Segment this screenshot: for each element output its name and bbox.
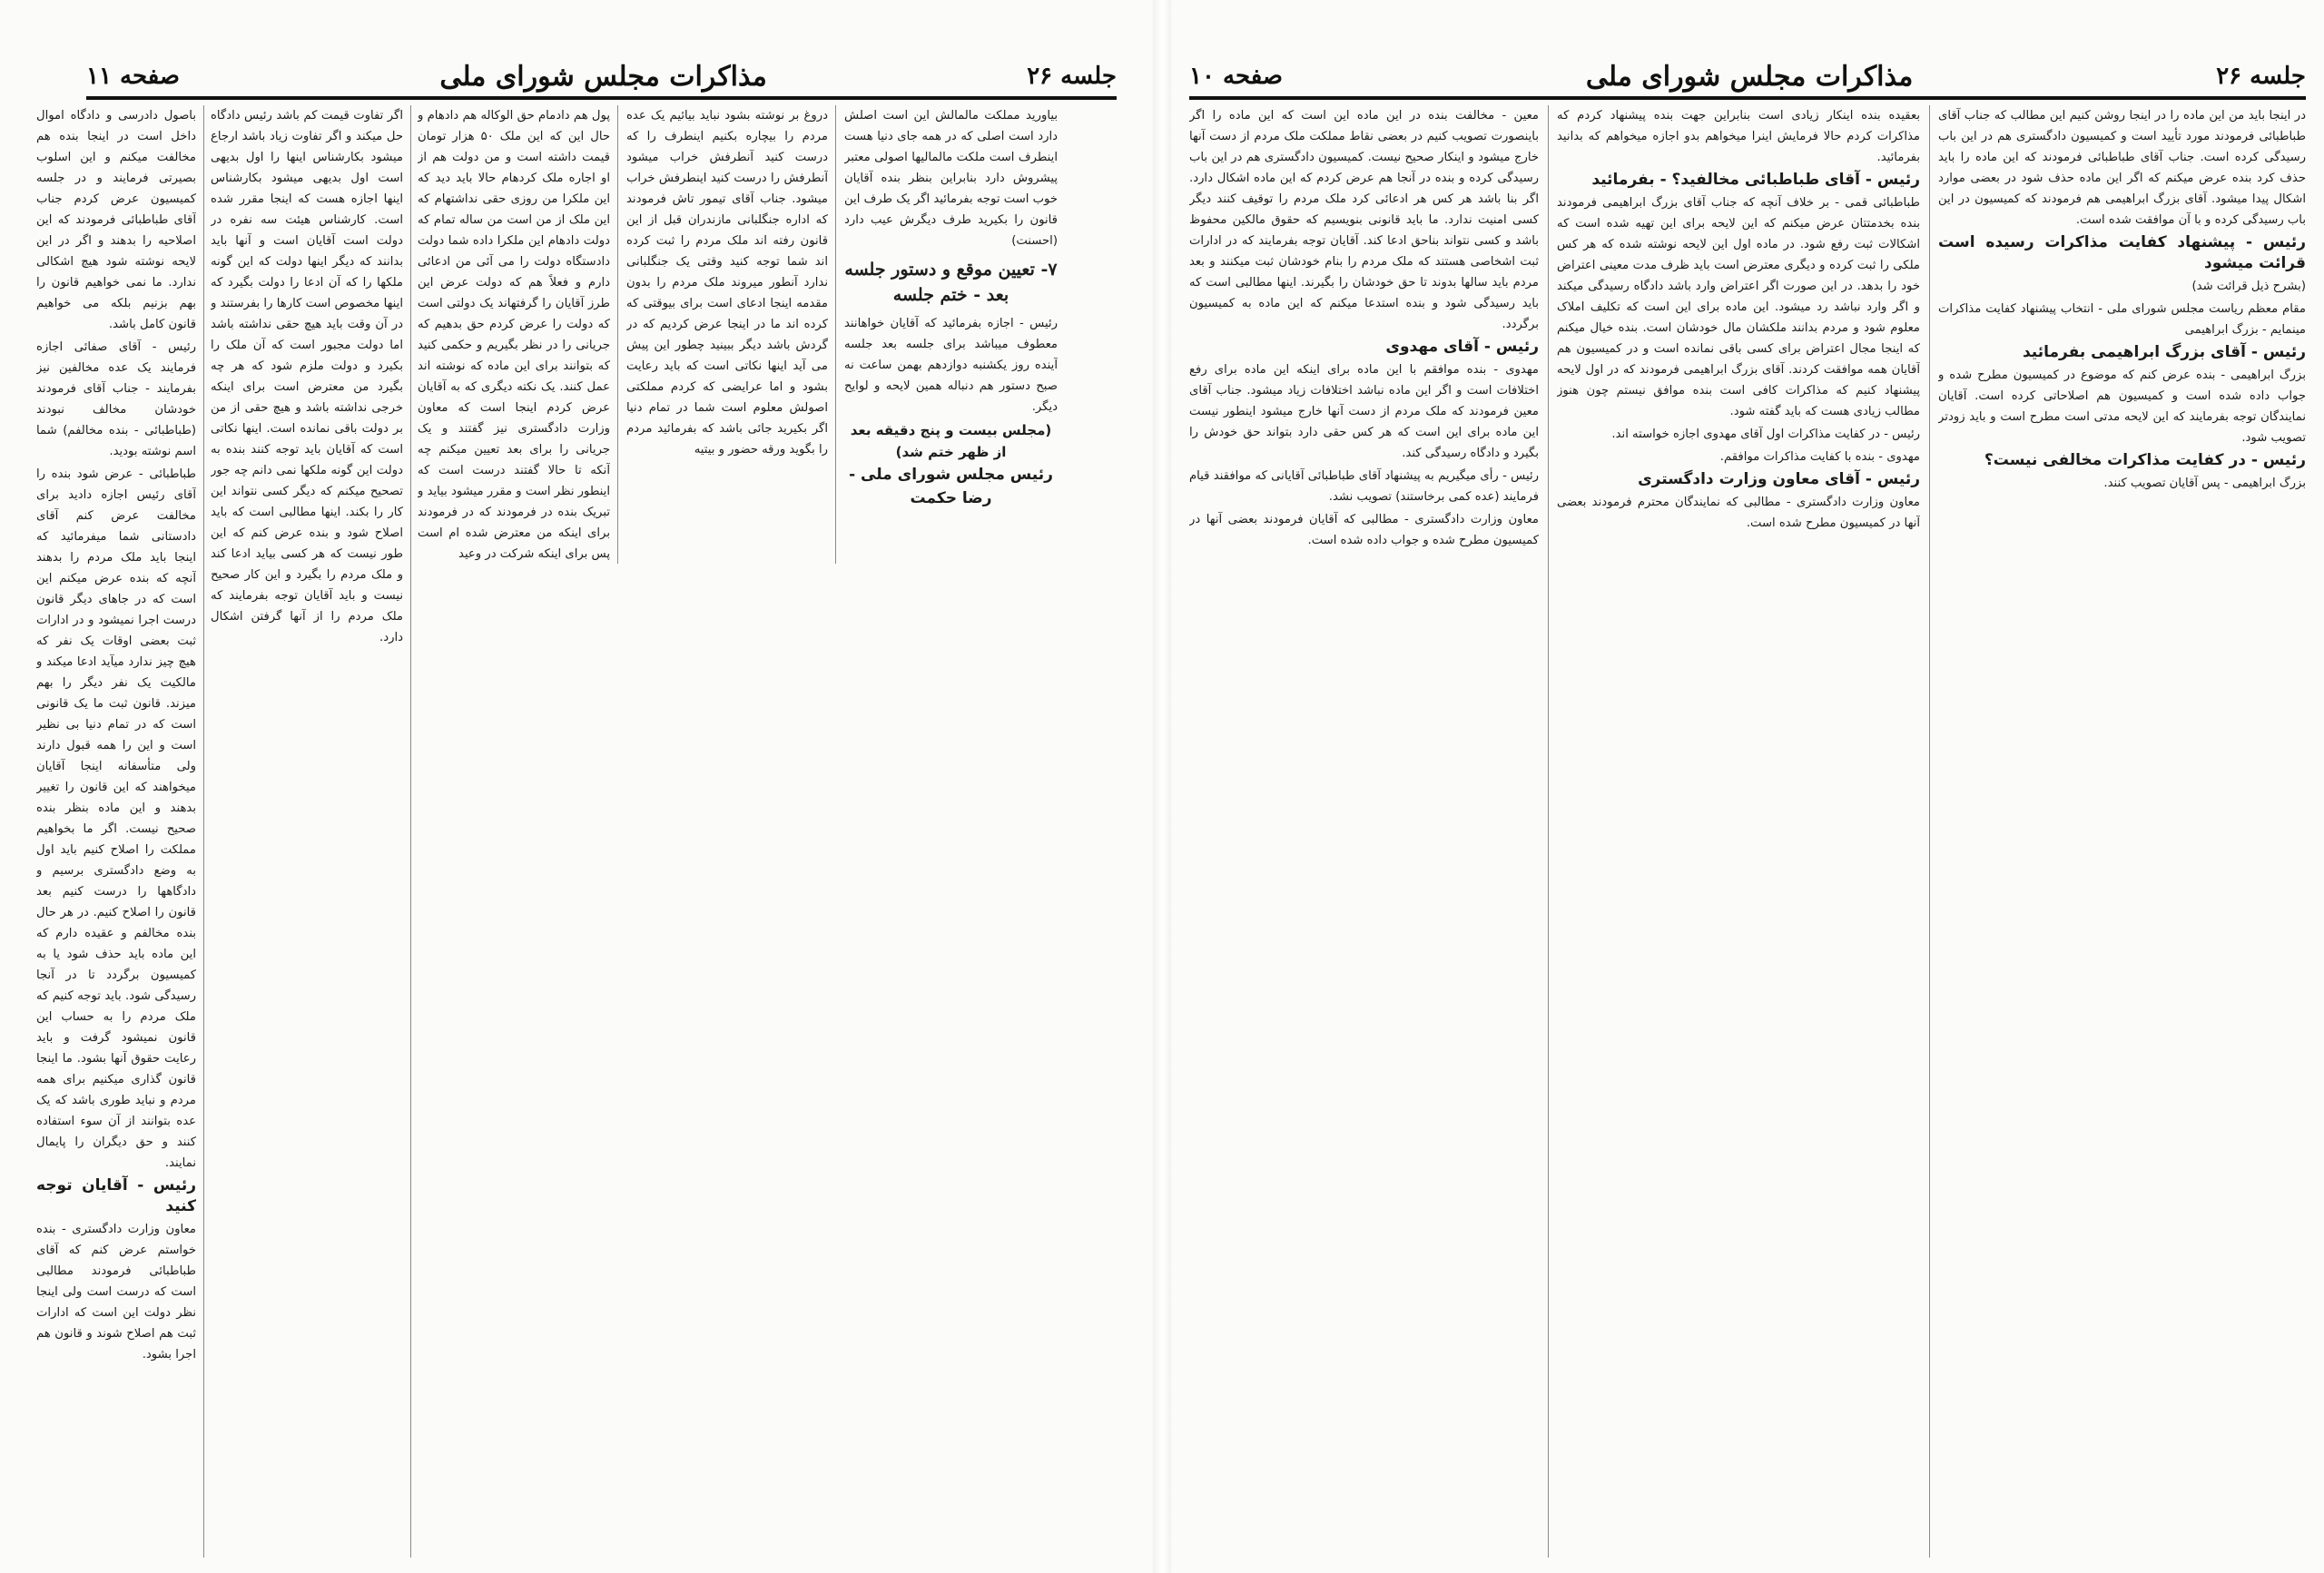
paragraph: رئیس - آقای صفائی اجازه فرمایند یک عده مخالفین نیز بفرمایند - جناب آقای فرمودند خودشان مخالف نبودند (طباطبائی - بنده مخالفم) شما اسم نوشته بودید. bbox=[36, 340, 196, 458]
right-page bbox=[1171, 0, 2324, 1573]
right-page-title: مذاکرات مجلس شورای ملی bbox=[1585, 60, 1914, 93]
right-page-session: جلسه ۲۶ bbox=[2216, 63, 2306, 90]
right-column-2 bbox=[1557, 105, 1920, 1558]
left-page-session: جلسه ۲۶ bbox=[1027, 63, 1117, 90]
paragraph: رئیس - در کفایت مذاکرات اول آقای مهدوی اجازه خواسته اند. bbox=[1611, 428, 1920, 441]
signature: رئیس مجلس شورای ملی - رضا حکمت bbox=[849, 466, 1053, 507]
paragraph: رئیس - آقای طباطبائی مخالفید؟ - بفرمائید bbox=[1591, 171, 1920, 189]
left-column-2 bbox=[626, 105, 828, 564]
column-divider bbox=[835, 105, 836, 564]
left-header-rule bbox=[86, 96, 1117, 100]
paragraph: بزرگ ابراهیمی - پس آقایان تصویب کنند. bbox=[2103, 477, 2306, 490]
right-header-rule bbox=[1189, 96, 2306, 100]
paragraph: طباطبائی - عرض شود بنده را آقای رئیس اجازه دادید برای مخالفت عرض کنم آقای دادستانی شما میفرمائید که اینجا باید ملک مردم را بدهند آنچه که بنده عرض میکنم این است که در جاهای دیگر قانون درست اجرا نمیشود و در ادارات ثبت بعضی اوقات یک نفر که هیچ چیز ندارد میآید ادعا میکند و مالکیت یک نفر دیگر را بهم میزند. قانون ثبت ما یک قانونی است که در تمام دنیا بی نظیر است و این را همه قبول دارند ولی متأسفانه اینجا آقایان میخواهند که این قانون را تغییر بدهند و این ماده بنظر بنده صحیح نیست. اگر ما بخواهیم مملکت را اصلاح کنیم باید اول به وضع دادگستری برسیم و دادگاهها را درست کنیم بعد قانون را اصلاح کنیم. در هر حال بنده مخالفم و عقیده دارم که این ماده باید حذف شود یا به کمیسیون برگردد تا در آنجا رسیدگی شود. باید توجه کنیم که ملک مردم را به حساب این قانون نمیشود گرفت و باید رعایت حقوق آنها بشود. ما اینجا قانون گذاری میکنیم برای همه مردم و نباید طوری باشد که یک عده بتوانند از آن سوء استفاده کنند و حق دیگران را پایمال نمایند. bbox=[36, 467, 196, 1170]
left-page-title: مذاکرات مجلس شورای ملی bbox=[439, 60, 767, 93]
paragraph: رئیس - آقای مهدوی bbox=[1385, 338, 1539, 356]
page-gutter bbox=[1153, 0, 1171, 1573]
paragraph: طباطبائی قمی - بر خلاف آنچه که جناب آقای بزرگ ابراهیمی فرمودند بنده بخدمتتان عرض میکنم که این لایحه برای این تهیه شده است که اشکالات ثبت رفع شود. در ماده اول این لایحه نوشته شده که هر کس ملکی را ثبت کرده و دیگری معترض است باید ظرف مدت معینی اعتراض خود را بدهد. در این صورت اگر اعتراض وارد باشد دادگاه رسیدگی میکند و اگر وارد نباشد رد میشود. این ماده برای این است که تکلیف املاک معلوم شود و مردم بدانند ملکشان مال خودشان است. بنده خیال میکنم که اینجا مجال اعتراض برای کسی باقی نمانده است و در کمیسیون هم آقایان همه موافقت کردند. آقای بزرگ ابراهیمی فرمودند که در اول لایحه پیشنهاد کنیم که مذاکرات کافی است بنده موافق نیستم چون هنوز مطالب زیادی هست که باید گفته شود. bbox=[1557, 196, 1920, 418]
section-title: ۷- تعیین موقع و دستور جلسه بعد - ختم جلسه bbox=[844, 260, 1058, 305]
paragraph: معاون وزارت دادگستری - مطالبی که آقایان فرمودند بعضی آنها در کمیسیون مطرح شده و جواب داده شده است. bbox=[1189, 513, 1539, 547]
left-page-number: صفحه ۱۱ bbox=[86, 63, 180, 90]
right-column-3 bbox=[1938, 105, 2306, 1558]
left-column-5 bbox=[36, 105, 196, 1558]
column-divider bbox=[1548, 105, 1549, 1558]
left-column-1 bbox=[844, 105, 1058, 532]
right-column-1 bbox=[1189, 105, 1539, 1558]
paragraph: معین - مخالفت بنده در این ماده این است که این ماده را اگر باینصورت تصویب کنیم در بعضی نقاط مملکت ملک مردم از دست آنها خارج میشود و اینکار صحیح نیست. کمیسیون دادگستری هم در این باب رسیدگی کرده و بنده در آنجا هم عرض کردم که این ماده اشکال دارد. اگر بنا باشد هر کس هر ادعائی کرد ملک مردم را توقیف کنند دیگر کسی امنیت ندارد. ما باید قانونی بنویسیم که حقوق مالکین محفوظ باشد و کسی نتواند بناحق ادعا کند. آقایان توجه بفرمایند که در ادارات ثبت اشخاصی هستند که ملک مردم را بنام خودشان ثبت میکنند و بعد مردم باید سالها بدوند تا حق خودشان را بگیرند. اینها مطالبی است که باید رسیدگی شود و بنده استدعا میکنم که این ماده به کمیسیون برگردد. bbox=[1189, 109, 1539, 331]
paragraph: رئیس - رأی میگیریم به پیشنهاد آقای طباطبائی آقایانی که موافقند قیام فرمایند (عده کمی برخاستند) تصویب نشد. bbox=[1189, 469, 1539, 504]
paragraph: مهدوی - بنده موافقم با این ماده برای اینکه این ماده برای رفع اختلافات است و اگر این ماده نباشد اختلافات زیاد میشود. جناب آقای معین فرمودند که ملک مردم از دست آنها خارج میشود اینطور نیست این ماده برای این است که هر کس حقی دارد بتواند حق خودش را بگیرد و دادگاه رسیدگی کند. bbox=[1189, 363, 1539, 460]
paragraph: رئیس - پیشنهاد کفایت مذاکرات رسیده است قرائت میشود bbox=[1938, 233, 2306, 272]
column-divider bbox=[203, 105, 204, 1558]
closing-note: (مجلس بیست و پنج دقیقه بعد از ظهر ختم شد) bbox=[850, 422, 1052, 460]
right-page-number: صفحه ۱۰ bbox=[1189, 63, 1283, 90]
paragraph: (بشرح ذیل قرائت شد) bbox=[2191, 280, 2306, 293]
paragraph: رئیس - آقای معاون وزارت دادگستری bbox=[1638, 470, 1920, 488]
paragraph: اگر تفاوت قیمت کم باشد رئیس دادگاه حل میکند و اگر تفاوت زیاد باشد ارجاع میشود بکارشناس اینها را اول بدیهی است اول بدیهی میشود بکارشناس اینها اجازه هست که اینجا مقرر شده است. کارشناس هیئت سه نفره در دولت است آقایان است و آنها باید بدانند که دیگر اینها دولت که این گونه ملکها را که آن ادعا را دولت بگیرد که اینها مخصوص است کارها را بفرستند و در آن وقت باید هیچ حقی نداشته باشد اما دولت مجبور است که آن ملک را بکیرد و دولت ملزم شود که هر چه بگیرد من معترض است برای اینکه خرجی نداشته باشد و هیچ حقی از من بر دولت باقی نمانده است. اینها نکاتی است که آقایان باید توجه کنند بنده به دولت این گونه ملکها نمی دانم چه جور تصحیح میکنم که دیگر کسی نتواند این کار را بکند. اینها مطالبی است که باید اصلاح شود و بنده عرض کنم که این طور نیست که هر کسی بیاید ادعا کند و ملک مردم را بگیرد و این کار صحیح نیست و باید آقایان توجه بفرمایند که ملک مردم را از آنها گرفتن اشکال دارد. bbox=[211, 109, 403, 644]
left-page bbox=[0, 0, 1153, 1573]
paragraph: بیاورید مملکت مالمالش این است اصلش دارد است اصلی که در همه جای دنیا هست اینطرف است ملکت مالمالیها اصولی معتبر پیشروش دارد بنابراین بنظر بنده آقایان خوب است توجه بفرمائید اگر یک طرف این قانون را بکیرید طرف دیگرش عیب دارد (احسنت) bbox=[844, 109, 1058, 248]
paragraph: بعقیده بنده اینکار زیادی است بنابراین جهت بنده پیشنهاد کردم که مذاکرات کردم حالا فرمایش اینرا میخواهم بدو اجازه میخواهم که بدانید بفرمائید. bbox=[1557, 109, 1920, 164]
paragraph: بزرگ ابراهیمی - بنده عرض کنم که موضوع در کمیسیون مطرح شده و جواب داده شده است و کمیسیون هم اصلاحاتی کرده است. آقایان نمایندگان توجه بفرمایند که این لایحه مدتی است مطرح است و باید زودتر تصویب شود. bbox=[1938, 369, 2306, 445]
column-divider bbox=[410, 105, 411, 1558]
paragraph: مقام معظم ریاست مجلس شورای ملی - انتخاب پیشنهاد کفایت مذاکرات مینمایم - بزرگ ابراهیمی bbox=[1938, 302, 2306, 337]
paragraph: در اینجا باید من این ماده را در اینجا روشن کنیم این مطالب که جناب آقای طباطبائی فرمودند مورد تأیید است و کمیسیون دادگستری هم در این باب رسیدگی کرده است. جناب آقای طباطبائی فرمودند که این ماده را باید حذف کرد بنده عرض میکنم که اگر این ماده حذف شود در بعضی موارد اشکال پیدا میشود. آقای بزرگ ابراهیمی هم فرمودند که کمیسیون در این باب رسیدگی کرده و با آن موافقت شده است. bbox=[1938, 109, 2306, 227]
column-divider bbox=[1929, 105, 1930, 1558]
right-page-header bbox=[1189, 56, 2306, 96]
paragraph: رئیس - اجازه بفرمائید که آقایان خواهانند معطوف میباشد برای جلسه بعد جلسه آینده روز یکشنبه دوازدهم بهمن ساعت نه صبح دستور هم دنباله همین لایحه و لوایح دیگر. bbox=[844, 317, 1058, 414]
paragraph: دروغ بر نوشته بشود نباید بیائیم یک عده مردم را بیچاره بکنیم اینطرف را که درست کنید آنطرفش خراب میشود آنطرفش را درست کنید اینطرفش خراب میشود. جناب آقای تیمور تاش فرمودند که اداره جنگلبانی مازندران قبل از این قانون رفته اند ملک مردم را ثبت کرده اند شما توجه کنید وقتی یک جنگلبانی ندارد آنطور میروند ملک مردم را بدون مقدمه اینجا ادعای است برای بیوقتی که کرده اند ما در اینجا عرض کردیم که در گردش باشد دیگر ببینید چطور این پیش می آید اینها نکاتی است که باید رعایت بشود و اما عرایضی که کردم مملکتی اصولش معلوم است شما در تمام دنیا اگر بکیرید جائی باشد که بفرمائید مردم را بگوید ورقه حضور و بیتیه bbox=[626, 109, 828, 457]
paragraph: معاون وزارت دادگستری - مطالبی که نمایندگان محترم فرمودند بعضی آنها در کمیسیون مطرح شده است. bbox=[1557, 496, 1920, 530]
paragraph: پول هم دادمام حق الوکاله هم دادهام و حال این که این ملک ۵۰ هزار تومان قیمت داشته است و من دولت هم از او اجاره ملک کردهام حالا باید دید که این ملکرا من روزی حقی نداشتهام که این ملک از من است من ساله تمام که دولت دادهام این ملکرا داده شما دولت دادستگاه دولت را می آئی من ادعائی دارم و فعلاً هم که دولت عرض این طرز آقایان را گرفتهاند یک دولتی است که دولت را عرض کردم حق بدهیم که جریانی را در نظر بگیریم و حکمی کنید که بتوانند برای این ماده که نوشته اند عمل کنند. یک نکته دیگری که به آقایان عرض کردم اینجا است که معاون وزارت دادگستری نیز گفتند و یک جریانی را برای بعد تعیین میکنم چه آنکه تا حالا گفتند درست است که اینطور نظر است و مقرر میشود بیاید و تبریک بنده در فرمودند که در فرمودند برای اینکه من معترض شده ام است پس برای اینکه شرکت در وعید bbox=[418, 109, 610, 561]
paragraph: رئیس - در کفایت مذاکرات مخالفی نیست؟ bbox=[1984, 451, 2306, 469]
column-divider bbox=[617, 105, 618, 564]
paragraph: مهدوی - بنده با کفایت مذاکرات موافقم. bbox=[1719, 450, 1920, 464]
paragraph: رئیس - آقای بزرگ ابراهیمی بفرمائید bbox=[2022, 343, 2306, 361]
left-column-4 bbox=[211, 105, 403, 1558]
left-page-header bbox=[86, 56, 1117, 96]
paragraph: معاون وزارت دادگستری - بنده خواستم عرض کنم که آقای طباطبائی فرمودند مطالبی است که درست است ولی اینجا نظر دولت این است که ادارات ثبت هم اصلاح شوند و قانون هم اجرا بشود. bbox=[36, 1223, 196, 1362]
paragraph: باصول دادرسی و دادگاه اموال داخل است در اینجا بنده هم مخالفت میکنم و این اسلوب بصیرتی فرمایند و در جلسه کمیسیون عرض کردم جناب آقای طباطبائی فرمودند که این اصلاحیه را بدهند و اگر در این لایحه نوشته شود هیچ اشکالی ندارد. ما نمی خواهیم قانون را بهم بزنیم بلکه می خواهیم قانون کامل باشد. bbox=[36, 109, 196, 331]
left-column-3 bbox=[418, 105, 610, 564]
paragraph: رئیس - آقایان توجه کنید bbox=[36, 1176, 196, 1215]
